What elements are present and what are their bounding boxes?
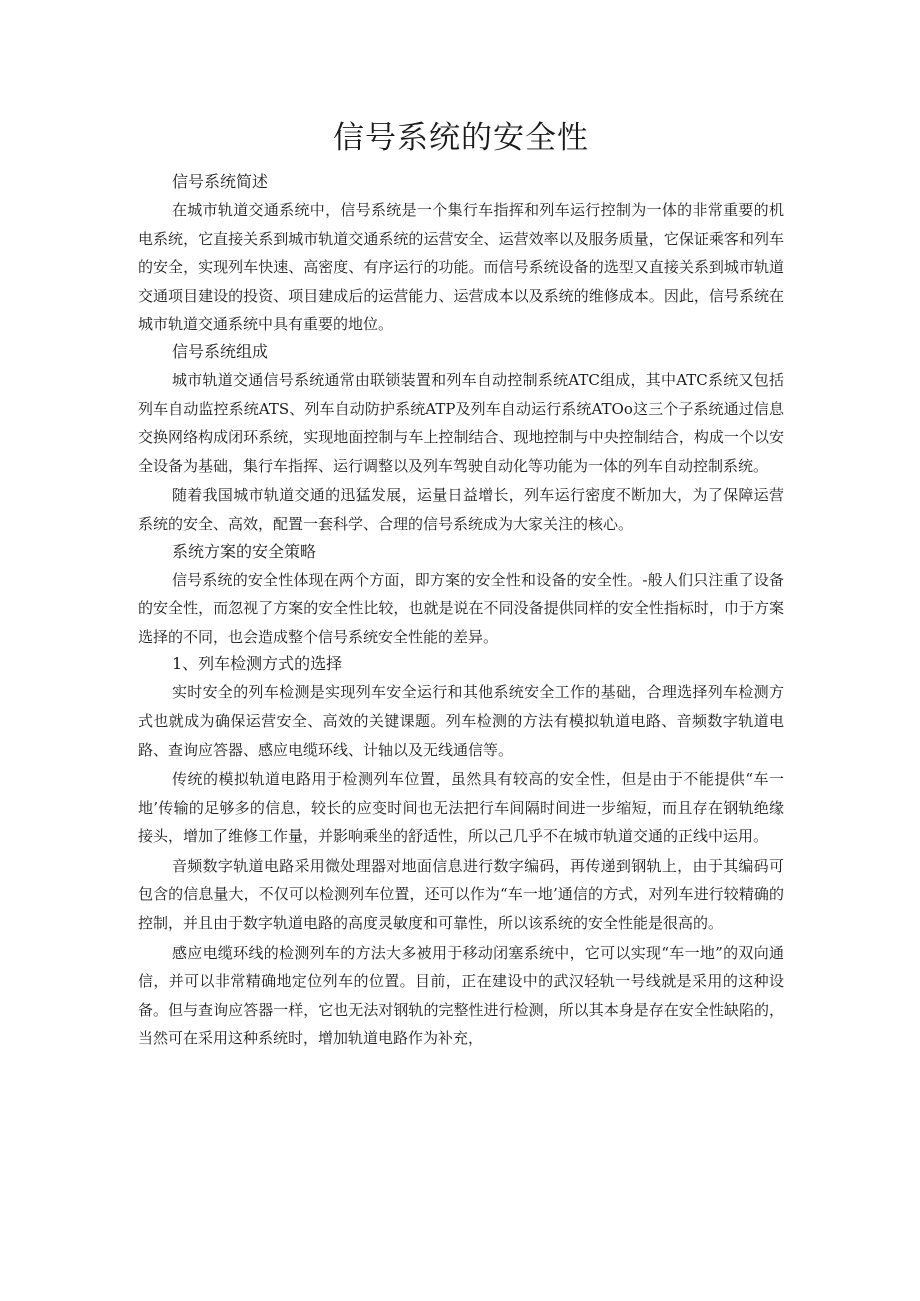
paragraph: 随着我国城市轨道交通的迅猛发展，运量日益增长，列车运行密度不断加大，为了保障运营系统的安全、高效，配置一套科学、合理的信号系统成为大家关注的核心。 [138, 486, 784, 533]
paragraph: 感应电缆环线的检测列车的方法大多被用于移动闭塞系统中，它可以实现“车一地”的双向通信，并可以非常精确地定位列车的位置。目前，正在建设中的武汉轻轨一号线就是采用的这种设备。但与查询应答器一样，它也无法对钢轨的完整性进行检测，所以其本身是存在安全性缺陷的，当然可在采用这种系统时，增加轨道电路作为补充， [138, 943, 784, 1048]
section-train-detection [138, 652, 784, 1053]
section-heading: 系统方案的安全策略 [172, 541, 317, 561]
section-heading: 信号系统组成 [172, 341, 269, 361]
paragraph: 信号系统的安全性体现在两个方面，即方案的安全性和设备的安全性。-般人们只注重了设备的安全性，而忽视了方案的安全性比较，也就是说在不同没备提供同样的安全性指标时，巾于方案选择的不同，也会造成整个信号系统安全性能的差异。 [138, 570, 784, 646]
paragraph: 实时安全的列车检测是实现列车安全运行和其他系统安全工作的基础，合理选择列车检测方式也就成为确保运营安全、高效的关键课题。列车检测的方法有模拟轨道电路、音频数字轨道电路、查询应答器、感应电缆环线、计轴以及无线通信等。 [138, 683, 784, 759]
section-composition [138, 340, 784, 539]
section-heading: 信号系统简述 [172, 172, 269, 191]
section-heading: 1、列车检测方式的选择 [172, 654, 343, 674]
paragraph: 音频数字轨道电路采用微处理器对地面信息进行数字编码，再传递到钢轨上，由于其编码可包含的信息量大，不仅可以检测列车位置，还可以作为“车一地’通信的方式，对列车进行较精确的控制，并且由于数字轨道电路的高度灵敏度和可靠性，所以该系统的安全性能是很高的。 [138, 856, 784, 933]
paragraph: 在城市轨道交通系统中，信号系统是一个集行车指挥和列车运行控制为一体的非常重要的机电系统，它直接关系到城市轨道交通系统的运营安全、运营效率以及服务质量，它保证乘客和列车的安全，实现列车快速、高密度、有序运行的功能。而信号系统设备的选型又直接关系到城市轨道交通项目建设的投资、项目建成后的运营能力、运营成本以及系统的维修成本。因此，信号系统在城市轨道交通系统中具有重要的地位。 [138, 201, 784, 334]
document-title: 信号系统的安全性 [333, 120, 589, 156]
paragraph: 传统的模拟轨道电路用于检测列车位置，虽然具有较高的安全性，但是由于不能提供“车一地’传输的足够多的信息，较长的应变时间也无法把行车间隔时间进一步缩短，而且存在钢轨绝缘接头，增加了维修工作量，并影响乘坐的舒适性，所以己几乎不在城市轨道交通的正线中运用。 [138, 770, 784, 846]
section-overview [138, 170, 784, 339]
paragraph: 城市轨道交通信号系统通常由联锁装置和列车自动控制系统ATC组成，其中ATC系统又包括列车自动监控系统ATS、列车自动防护系统ATP及列车自动运行系统ATOo这三个子系统通过信息交换网络构成闭环系统，实现地面控制与车上控制结合、现地控制与中央控制结合，构成一个以安全设备为基础，集行车指挥、运行调整以及列车驾驶自动化等功能为一体的列车自动控制系统。 [138, 370, 784, 475]
document-body [138, 118, 784, 1054]
section-safety-strategy [138, 540, 784, 652]
